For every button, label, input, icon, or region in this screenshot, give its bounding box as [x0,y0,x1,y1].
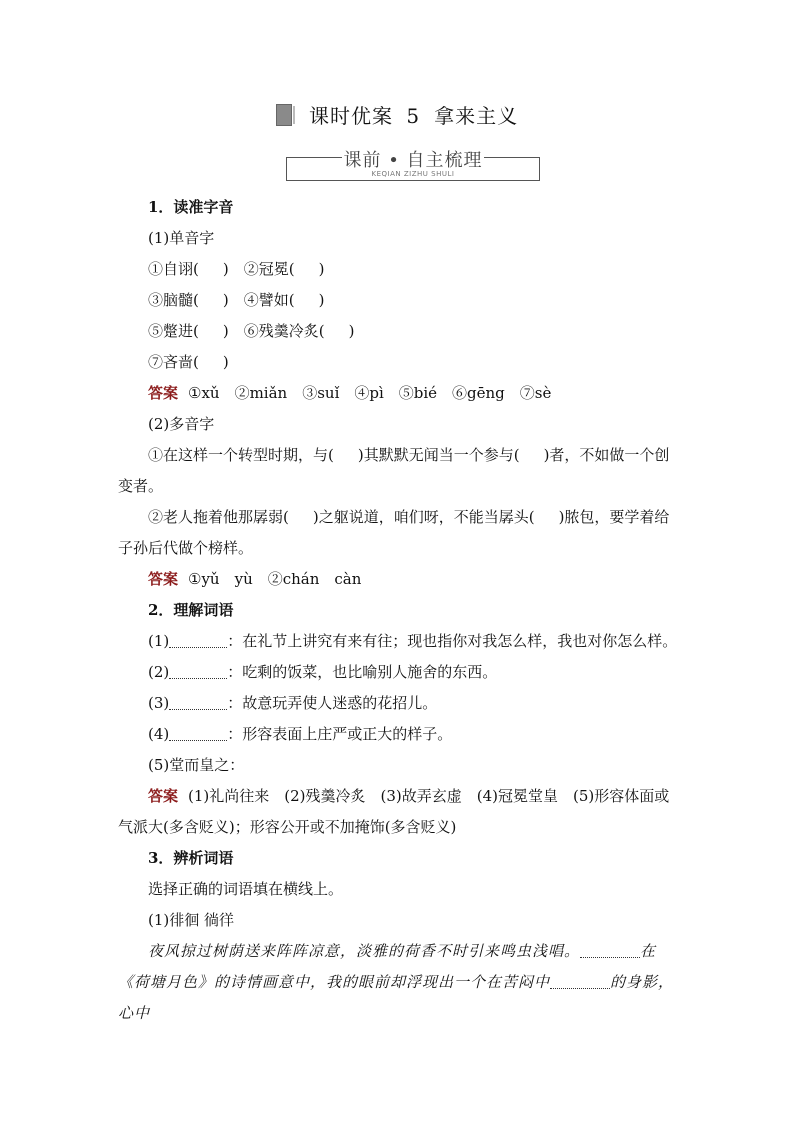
section-banner [286,144,540,182]
question-line: (3) ：故意玩弄使人迷惑的花招儿。 [148,694,438,712]
answer-line: 答案 ①yǔ yù ②chán càn [148,570,362,588]
title-row [0,100,794,129]
question-paragraph: (1) ：在礼节上讲究有来有往；现也指你对我怎么样，我也对你怎么样。 [148,632,678,650]
sub-heading: (1)徘徊 徜徉 [148,911,235,929]
question-paragraph: ①在这样一个转型时期，与( )其默默无闻当一个参与( )者，不如做一个创变者。 [118,446,670,495]
question-line: ①自诩( ) ②冠冕( ) [148,260,325,278]
instruction-text: 选择正确的词语填在横线上。 [148,880,344,898]
answer-line: 答案 ①xǔ ②miǎn ③suǐ ④pì ⑤bié ⑥gēng ⑦sè [148,384,552,402]
banner-subtitle: KEQIAN ZIZHU SHULI [371,170,455,178]
section-heading: 2．理解词语 [148,601,234,619]
question-paragraph: ②老人拖着他那孱弱( )之躯说道，咱们呀，不能当孱头( )脓包，要学着给子孙后代做个榜样。 [118,508,670,557]
exercise-paragraph: 夜风掠过树荫送来阵阵凉意，淡雅的荷香不时引来鸣虫浅唱。 在《荷塘月色》的诗情画意中，我的眼前却浮现出一个在苦闷中 的身影，心中 [118,942,675,1022]
banner-title: 课前 • 自主梳理 [343,150,483,171]
question-line: (2) ：吃剩的饭菜，也比喻别人施舍的东西。 [148,663,498,681]
page-title: 课时优案 5 拿来主义 [309,104,519,128]
question-line: ⑦吝啬( ) [148,353,229,371]
section-heading: 3．辨析词语 [148,849,234,867]
document-body [118,192,678,1029]
answer-paragraph: 答案 (1)礼尚往来 (2)残羹冷炙 (3)故弄玄虚 (4)冠冕堂皇 (5)形容体面或气派大(多含贬义)；形容公开或不加掩饰(多含贬义) [118,787,670,836]
sub-heading: (1)单音字 [148,229,215,247]
book-icon [276,104,294,126]
question-line: ⑤蹩进( ) ⑥残羹冷炙( ) [148,322,355,340]
section-heading: 1．读准字音 [148,198,234,216]
sub-heading: (2)多音字 [148,415,215,433]
question-line: (5)堂而皇之： [148,756,245,774]
question-line: (4) ：形容表面上庄严或正大的样子。 [148,725,453,743]
question-line: ③脑髓( ) ④譬如( ) [148,291,325,309]
